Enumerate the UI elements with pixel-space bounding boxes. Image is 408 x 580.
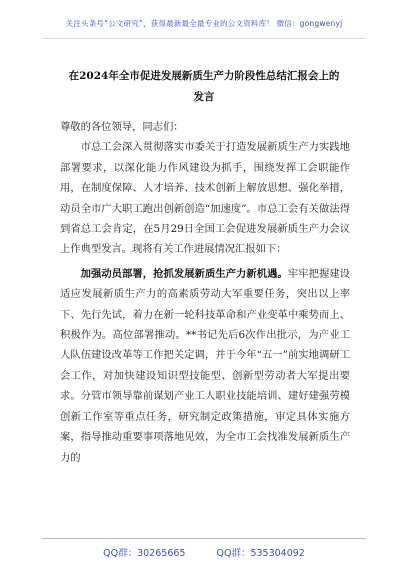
paragraph-text: 牢牢把握建设适应发展新质生产力的高素质劳动大军重要任务，突出以上率下、先行先试，着力在新一轮科技革命和产业变革中乘势而上、积极作为。高位部署推动。**书记先后6次作出批示，为产业工人队伍建设改革等工作把关定调，并于今年“五一”前实地调研工会工作，对加快建设知识型技能型、创新型劳动者大军提出要求。分管市领导靠前谋划产业工人职业技能培训、建好建强劳模创新工作室等重点任务，研究制定政策措施，审定具体实施方案，指导推动重要事项落地见效，为全市工会找准发展新质生产力的 [60, 267, 351, 464]
footer-divider [42, 538, 366, 539]
header-divider [42, 38, 366, 39]
salutation: 尊敬的各位领导，同志们： [60, 121, 184, 133]
footer-qq-group-2: QQ群：535304092 [216, 548, 305, 559]
document-title-line-1: 在2024年全市促进发展新质生产力阶段性总结汇报会上的 [68, 70, 340, 82]
document-title [40, 66, 368, 108]
document-body [60, 117, 350, 468]
document-title-line-2: 发言 [193, 91, 215, 103]
header-promo-note: 关注头条号“公文研究”，获得最新最全最专业的公文资料库！ 微信：gongwenyj [65, 19, 343, 28]
paragraph-intro: 市总工会深入贯彻落实市委关于打造发展新质生产力实践地部署要求，以深化能力作风建设为抓手，围绕发挥工会职能作用，在制度保障、人才培养、技术创新上解放思想、强化举措，动员全市广大职工跑出创新创造“加速度”。市总工会有关做法得到省总工会肯定，在5月29日全国工会促进发展新质生产力会议上作典型发言。现将有关工作进展情况汇报如下： [60, 141, 350, 256]
footer-contacts [0, 545, 408, 559]
footer-qq-group-1: QQ群：30265665 [103, 548, 186, 559]
paragraph-heading: 加强动员部署，抢抓发展新质生产力新机遇。 [80, 267, 288, 280]
paragraph-mobilization [60, 264, 350, 468]
